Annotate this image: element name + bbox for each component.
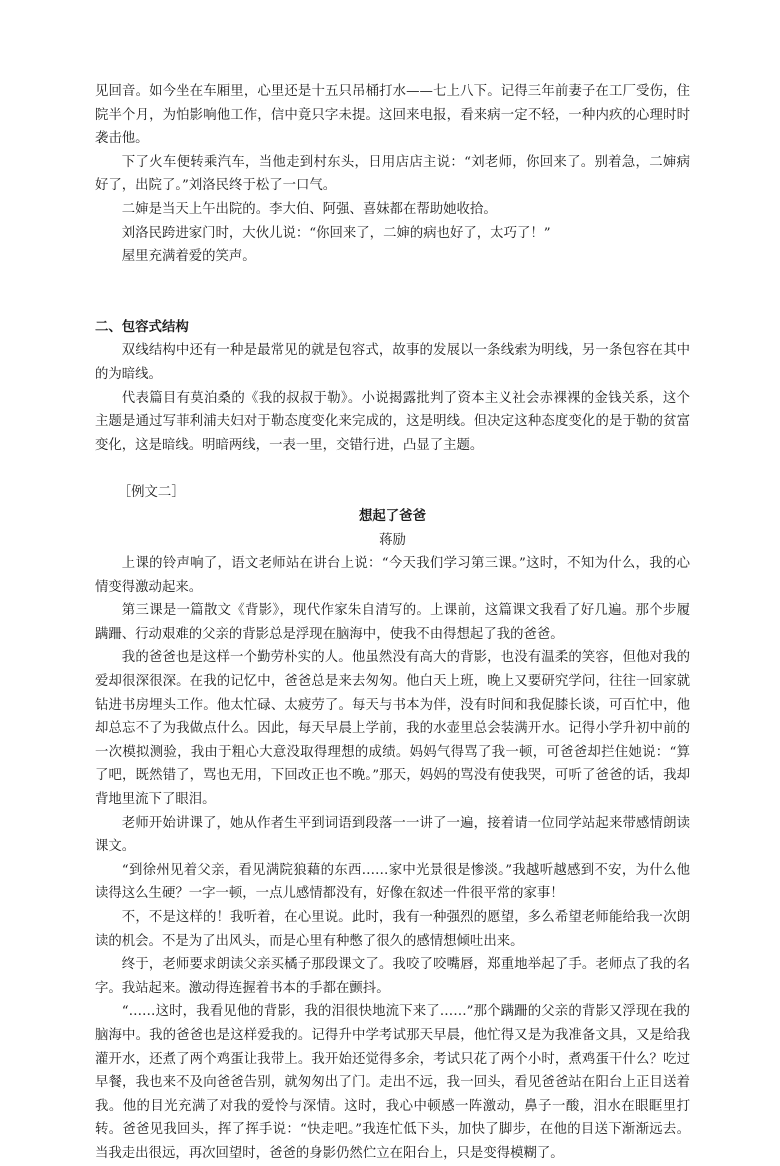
- example-label: ［例文二］: [117, 485, 185, 501]
- paragraph: 老师开始讲课了，她从作者生平到词语到段落一一讲了一遍，接着请一位同学站起来带感情朗读课文。: [95, 815, 690, 855]
- paragraph: 刘洛民跨进家门时，大伙儿说：“你回来了，二婶的病也好了，太巧了！”: [121, 225, 551, 241]
- paragraph: 屋里充满着爱的笑声。: [121, 249, 256, 265]
- paragraph: 上课的铃声响了，语文老师站在讲台上说：“今天我们学习第三课。”这时，不知为什么，我的心情变得激动起来。: [95, 556, 690, 595]
- paragraph: 我的爸爸也是这样一个勤劳朴实的人。他虽然没有高大的背影，也没有温柔的笑容，但他对我的爱却很深很深。在我的记忆中，爸爸总是来去匆匆。他白天上班，晚上又要研究学问，往往一回家就钻进书房埋头工作。他太忙碌、太疲劳了。每天与书本为伴，没有时间和我促膝长谈，可百忙中，他却总忘不了为我做点什么。因此，每天早晨上学前，我的水壶里总会装满开水。记得小学升初中前的一次模拟测验，我由于粗心大意没取得理想的成绩。妈妈气得骂了我一顿，可爸爸却拦住她说：“算了吧，既然错了，骂也无用，下回改正也不晚。”那天，妈妈的骂没有使我哭，可听了爸爸的话，我却背地里流下了眼泪。: [95, 650, 690, 808]
- paragraph: 二婶是当天上午出院的。李大伯、阿强、喜妹都在帮助她收拾。: [121, 201, 497, 217]
- paragraph: 代表篇目有莫泊桑的《我的叔叔于勒》。小说揭露批判了资本主义社会赤裸裸的金钱关系，这个主题是通过写菲利浦夫妇对于勒态度变化来完成的，这是明线。但决定这种态度变化的是于勒的贫富变化，这是暗线。明暗两线，一表一里，交错行进，凸显了主题。: [95, 390, 690, 453]
- spacer: [95, 457, 690, 481]
- essay-title: 想起了爸爸: [359, 508, 426, 524]
- paragraph: “到徐州见着父亲，看见满院狼藉的东西……家中光景很是惨淡。”我越听越感到不安，为什么他读得这么生硬？一字一顿，一点儿感情都没有，好像在叙述一件很平常的家事！: [95, 862, 690, 902]
- spacer: [95, 269, 690, 316]
- paragraph: 不，不是这样的！我听着，在心里说。此时，我有一种强烈的愿望，多么希望老师能给我一次朗读的机会。不是为了出风头，而是心里有种憋了很久的感情想倾吐出来。: [95, 910, 690, 949]
- paragraph: 第三课是一篇散文《背影》，现代作家朱自清写的。上课前，这篇课文我看了好几遍。那个步履蹒跚、行动艰难的父亲的背影总是浮现在脑海中，使我不由得想起了我的爸爸。: [95, 603, 690, 642]
- document-body: [95, 80, 690, 1166]
- paragraph: 下了火车便转乘汽车，当他走到村东头，日用店店主说：“刘老师，你回来了。别着急，二婶病好了，出院了。”刘洛民终于松了一口气。: [95, 154, 690, 194]
- paragraph: “……这时，我看见他的背影，我的泪很快地流下来了……”那个蹒跚的父亲的背影又浮现在我的脑海中。我的爸爸也是这样爱我的。记得升中学考试那天早晨，他忙得又是为我准备文具，又是给我灌开水，还煮了两个鸡蛋让我带上。我开始还觉得多余，考试只花了两个小时，煮鸡蛋干什么？吃过早餐，我也来不及向爸爸告别，就匆匆出了门。走出不远，我一回头，看见爸爸站在阳台上正目送着我。他的目光充满了对我的爱怜与深情。这时，我心中顿感一阵激动，鼻子一酸，泪水在眼眶里打转。爸爸见我回头，挥了挥手说：“快走吧。”我连忙低下头，加快了脚步，在他的目送下渐渐远去。当我走出很远，再次回望时，爸爸的身影仍然伫立在阳台上，只是变得模糊了。: [95, 1004, 690, 1161]
- paragraph: 双线结构中还有一种是最常见的就是包容式，故事的发展以一条线索为明线，另一条包容在其中的为暗线。: [95, 343, 690, 382]
- essay-author: 蒋励: [379, 532, 406, 548]
- paragraph: 终于，老师要求朗读父亲买橘子那段课文了。我咬了咬嘴唇，郑重地举起了手。老师点了我的名字。我站起来。激动得连握着书本的手都在颤抖。: [95, 957, 690, 996]
- section-heading: 二、包容式结构: [95, 319, 189, 335]
- paragraph: 见回音。如今坐在车厢里，心里还是十五只吊桶打水——七上八下。记得三年前妻子在工厂受伤，住院半个月，为怕影响他工作，信中竟只字未提。这回来电报，看来病一定不轻，一种内疚的心理时时袭击他。: [95, 84, 690, 147]
